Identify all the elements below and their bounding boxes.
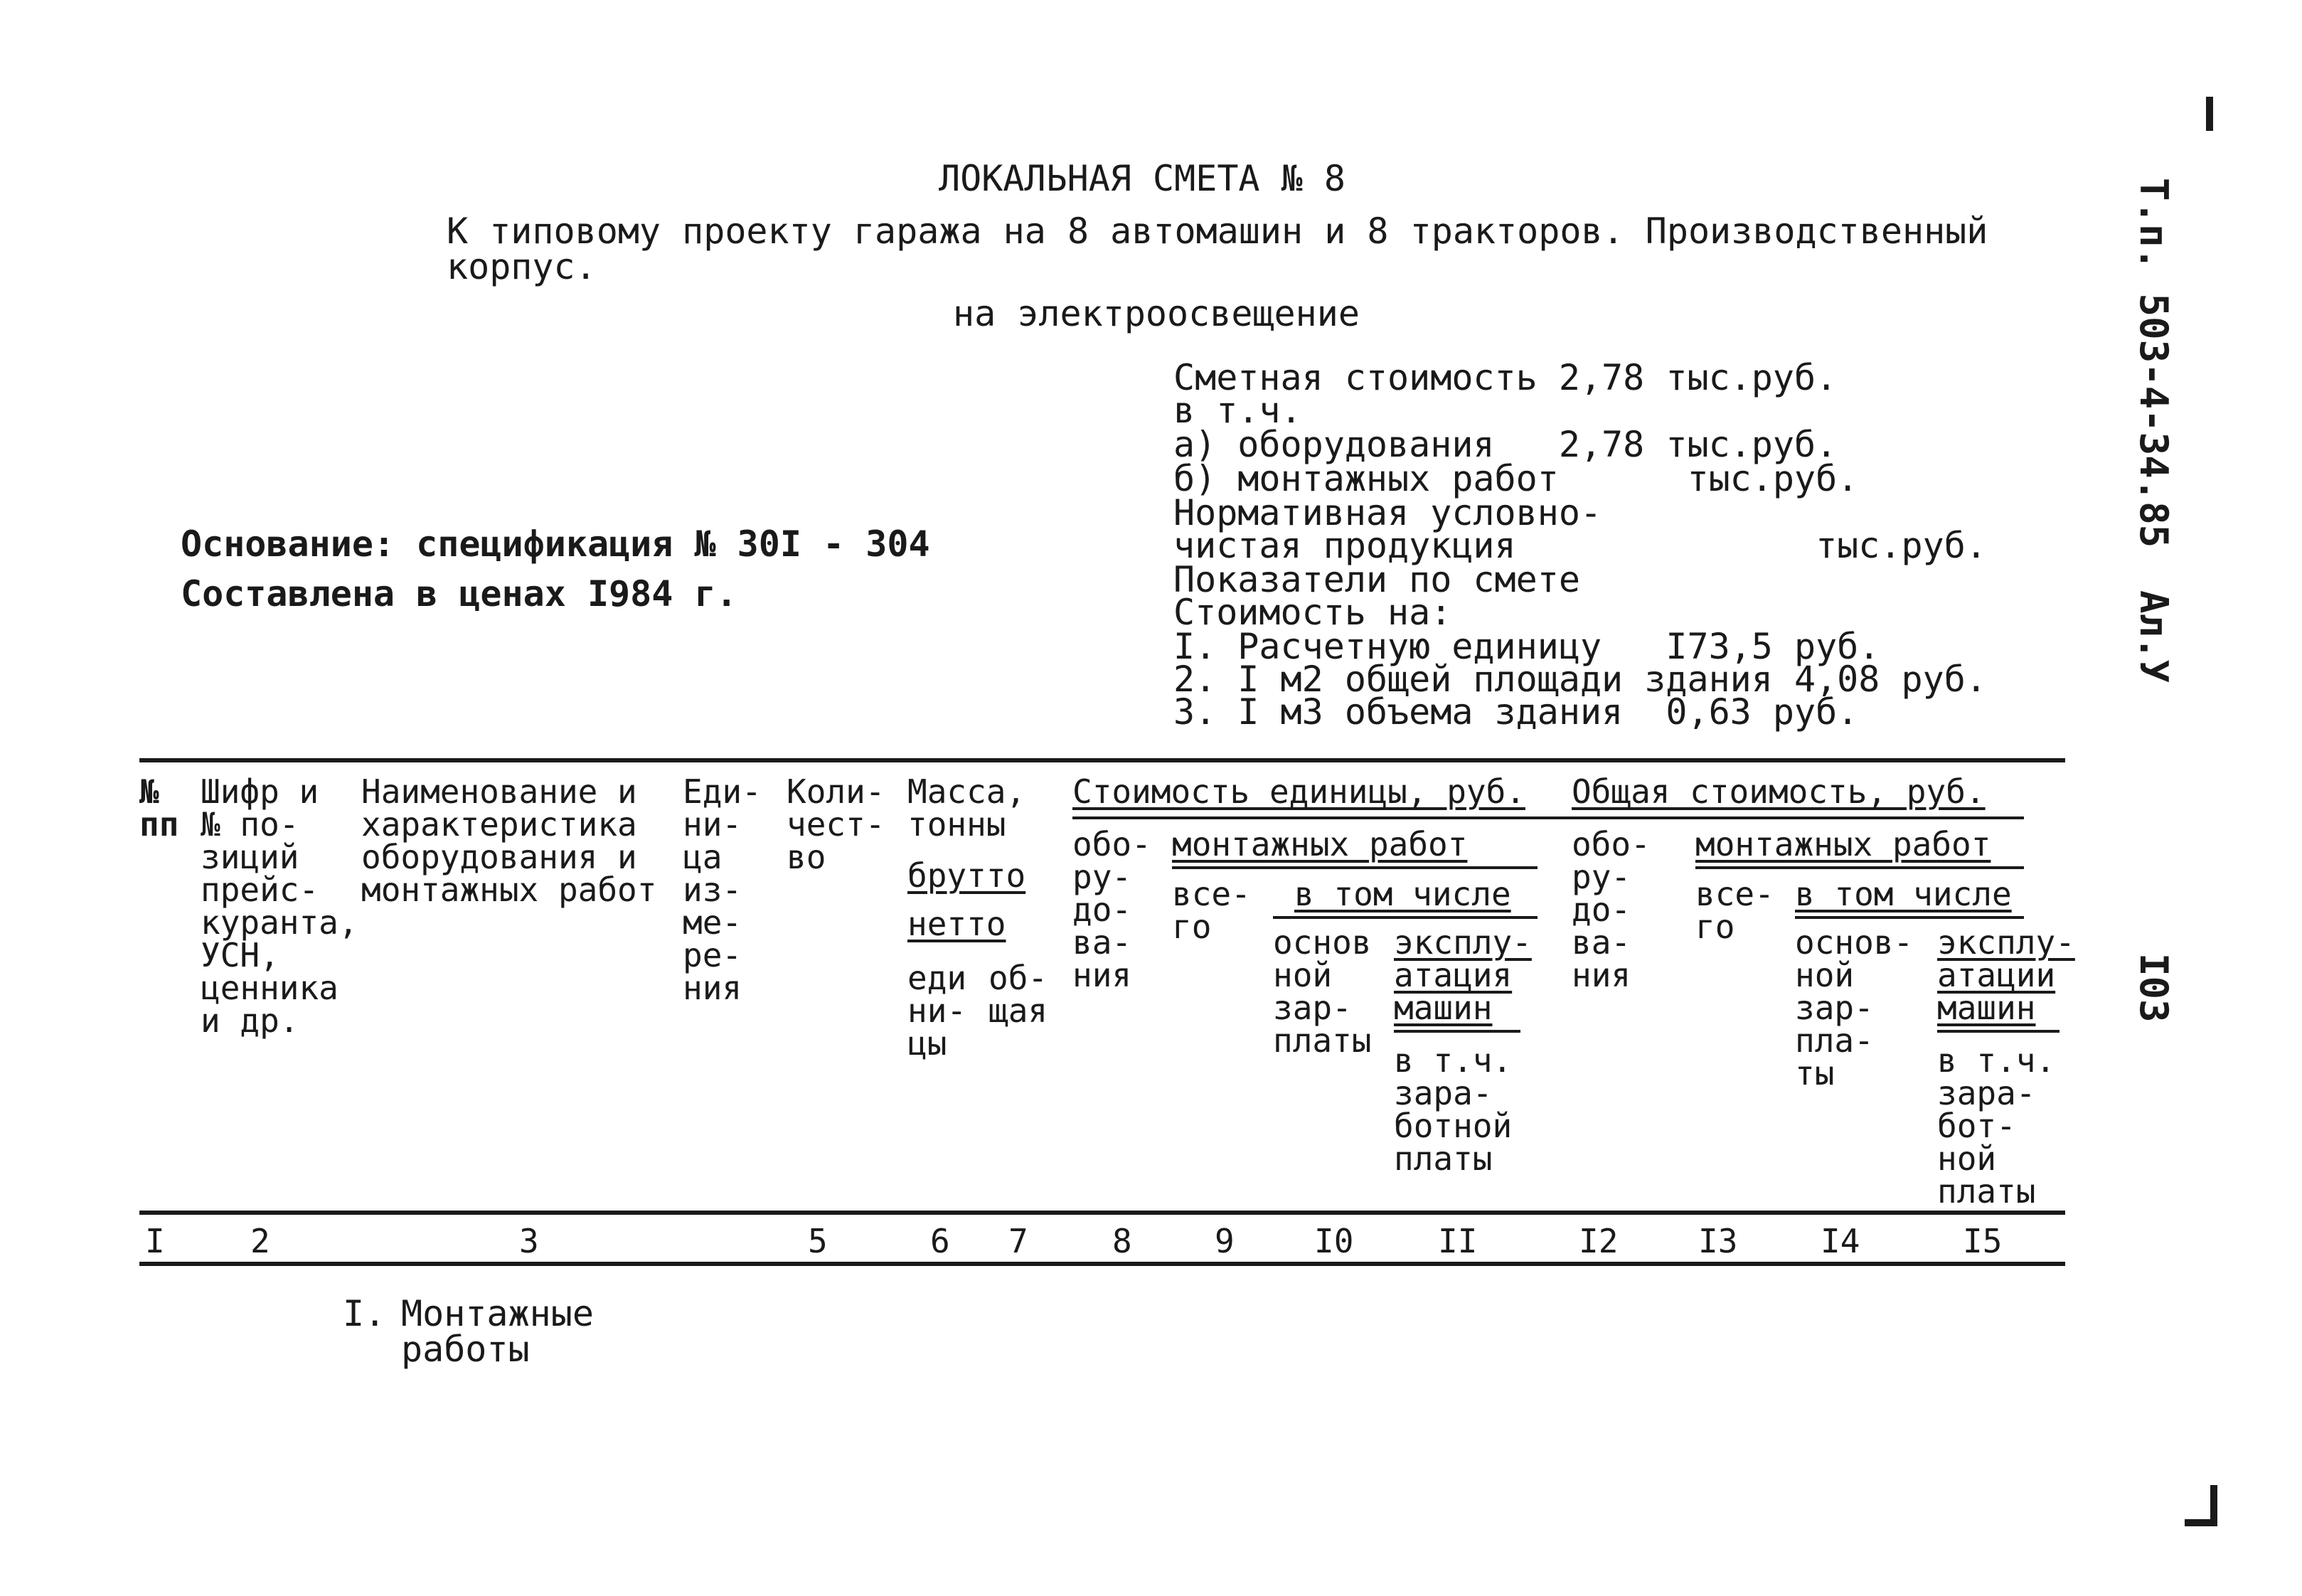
header-quantity: Коли- чест- во xyxy=(787,772,885,876)
header-total-all: все- го xyxy=(1695,875,1774,946)
header-unit-machines: эксплу- атация машин xyxy=(1394,923,1532,1027)
column-number: 9 xyxy=(1215,1222,1235,1260)
header-total-install-works: монтажных работ xyxy=(1695,825,1991,863)
summary-line-estimated-cost: Сметная стоимость 2,78 тыс.руб. xyxy=(1173,357,1838,398)
side-project-code: Т.п. 503-4-34.85 xyxy=(2131,178,2176,548)
header-unit-equipment: обо- ру- до- ва- ния xyxy=(1072,825,1151,994)
column-number: I2 xyxy=(1579,1222,1619,1260)
column-number: I5 xyxy=(1963,1222,2003,1260)
rule-under-unit-including xyxy=(1273,916,1538,919)
header-mass-brutto: брутто xyxy=(907,856,1026,895)
rule-above-column-numbers xyxy=(139,1211,2065,1215)
column-number: I0 xyxy=(1314,1222,1354,1260)
header-unit-install-works: монтажных работ xyxy=(1172,825,1468,863)
column-number: I4 xyxy=(1821,1222,1860,1260)
column-number: I xyxy=(145,1222,165,1260)
summary-line-including: в т.ч. xyxy=(1173,390,1302,431)
header-total-equipment: обо- ру- до- ва- ния xyxy=(1572,825,1651,994)
header-total-machines-salary: в т.ч. зара- бот- ной платы xyxy=(1937,1041,2056,1211)
header-mass-total: об- щая xyxy=(989,959,1048,1030)
rule-under-unit-machines xyxy=(1394,1030,1520,1033)
summary-line-installation: б) монтажных работ тыс.руб. xyxy=(1173,458,1859,499)
basis-line: Основание: спецификация № 30I - 304 xyxy=(181,523,930,565)
section-subject: на электроосвещение xyxy=(953,293,1360,334)
summary-line-equipment: а) оборудования 2,78 тыс.руб. xyxy=(1173,424,1838,465)
column-number: I3 xyxy=(1698,1222,1738,1260)
rule-under-total-install xyxy=(1695,866,2024,869)
summary-line-indicators: Показатели по смете xyxy=(1173,559,1580,600)
header-unit-machines-salary: в т.ч. зара- ботной платы xyxy=(1394,1041,1513,1178)
header-total-machines: эксплу- атации машин xyxy=(1937,923,2075,1027)
prices-year-line: Составлена в ценах I984 г. xyxy=(181,573,737,615)
header-total-including: в том числе xyxy=(1795,875,2012,913)
summary-line-per-m2: 2. I м2 общей площади здания 4,08 руб. xyxy=(1173,659,1987,700)
table-top-rule xyxy=(139,758,2065,762)
header-mass-netto: нетто xyxy=(907,905,1006,943)
section-number: I. xyxy=(343,1293,386,1334)
project-subtitle-line-2: корпус. xyxy=(447,246,597,287)
corner-mark-top xyxy=(2206,97,2213,131)
document-title: ЛОКАЛЬНАЯ СМЕТА № 8 xyxy=(939,158,1346,199)
column-number: 6 xyxy=(930,1222,950,1260)
header-code: Шифр и № по- зиций прейс- куранта, УСН, ценника и др. xyxy=(201,772,358,1040)
column-number: II xyxy=(1438,1222,1478,1260)
rule-below-column-numbers xyxy=(139,1262,2065,1266)
side-album-label: Ал.У xyxy=(2131,590,2176,683)
header-mass: Масса, тонны xyxy=(907,772,1026,844)
corner-mark-bottom-h xyxy=(2185,1519,2217,1526)
summary-line-per-unit: I. Расчетную единицу I73,5 руб. xyxy=(1173,626,1880,667)
header-mass-per-unit: еди ни- цы xyxy=(907,959,967,1063)
header-total-base-salary: основ- ной зар- пла- ты xyxy=(1795,923,1914,1092)
header-unit-including: в том числе xyxy=(1294,875,1511,913)
header-unit-base-salary: основ ной зар- платы xyxy=(1273,923,1372,1060)
header-unit: Еди- ни- ца из- ме- ре- ния xyxy=(683,772,762,1007)
column-number: 8 xyxy=(1112,1222,1132,1260)
header-row-number: № пп xyxy=(139,772,179,844)
column-number: 7 xyxy=(1008,1222,1028,1260)
column-number: 5 xyxy=(808,1222,828,1260)
header-unit-all: все- го xyxy=(1172,875,1251,946)
rule-under-unit-install xyxy=(1172,866,1538,869)
summary-line-normative-2: чистая продукция тыс.руб. xyxy=(1173,525,1987,566)
column-number: 3 xyxy=(519,1222,539,1260)
rule-under-total-machines xyxy=(1937,1030,2059,1033)
header-group-unit-cost: Стоимость единицы, руб. xyxy=(1072,772,1525,811)
rule-under-total-including xyxy=(1795,916,2024,919)
header-group-total-cost: Общая стоимость, руб. xyxy=(1572,772,1986,811)
project-subtitle-line-1: К типовому проекту гаража на 8 автомашин и 8 тракторов. Производственный xyxy=(447,211,1988,252)
header-name: Наименование и характеристика оборудования и монтажных работ xyxy=(361,772,657,909)
summary-line-cost-per: Стоимость на: xyxy=(1173,592,1452,633)
column-number: 2 xyxy=(250,1222,270,1260)
page-number: I03 xyxy=(2131,953,2176,1023)
summary-line-normative-1: Нормативная условно- xyxy=(1173,492,1602,533)
rule-under-cost-groups xyxy=(1072,816,2024,819)
section-title: Монтажные работы xyxy=(401,1293,594,1370)
summary-line-per-m3: 3. I м3 объема здания 0,63 руб. xyxy=(1173,691,1859,733)
